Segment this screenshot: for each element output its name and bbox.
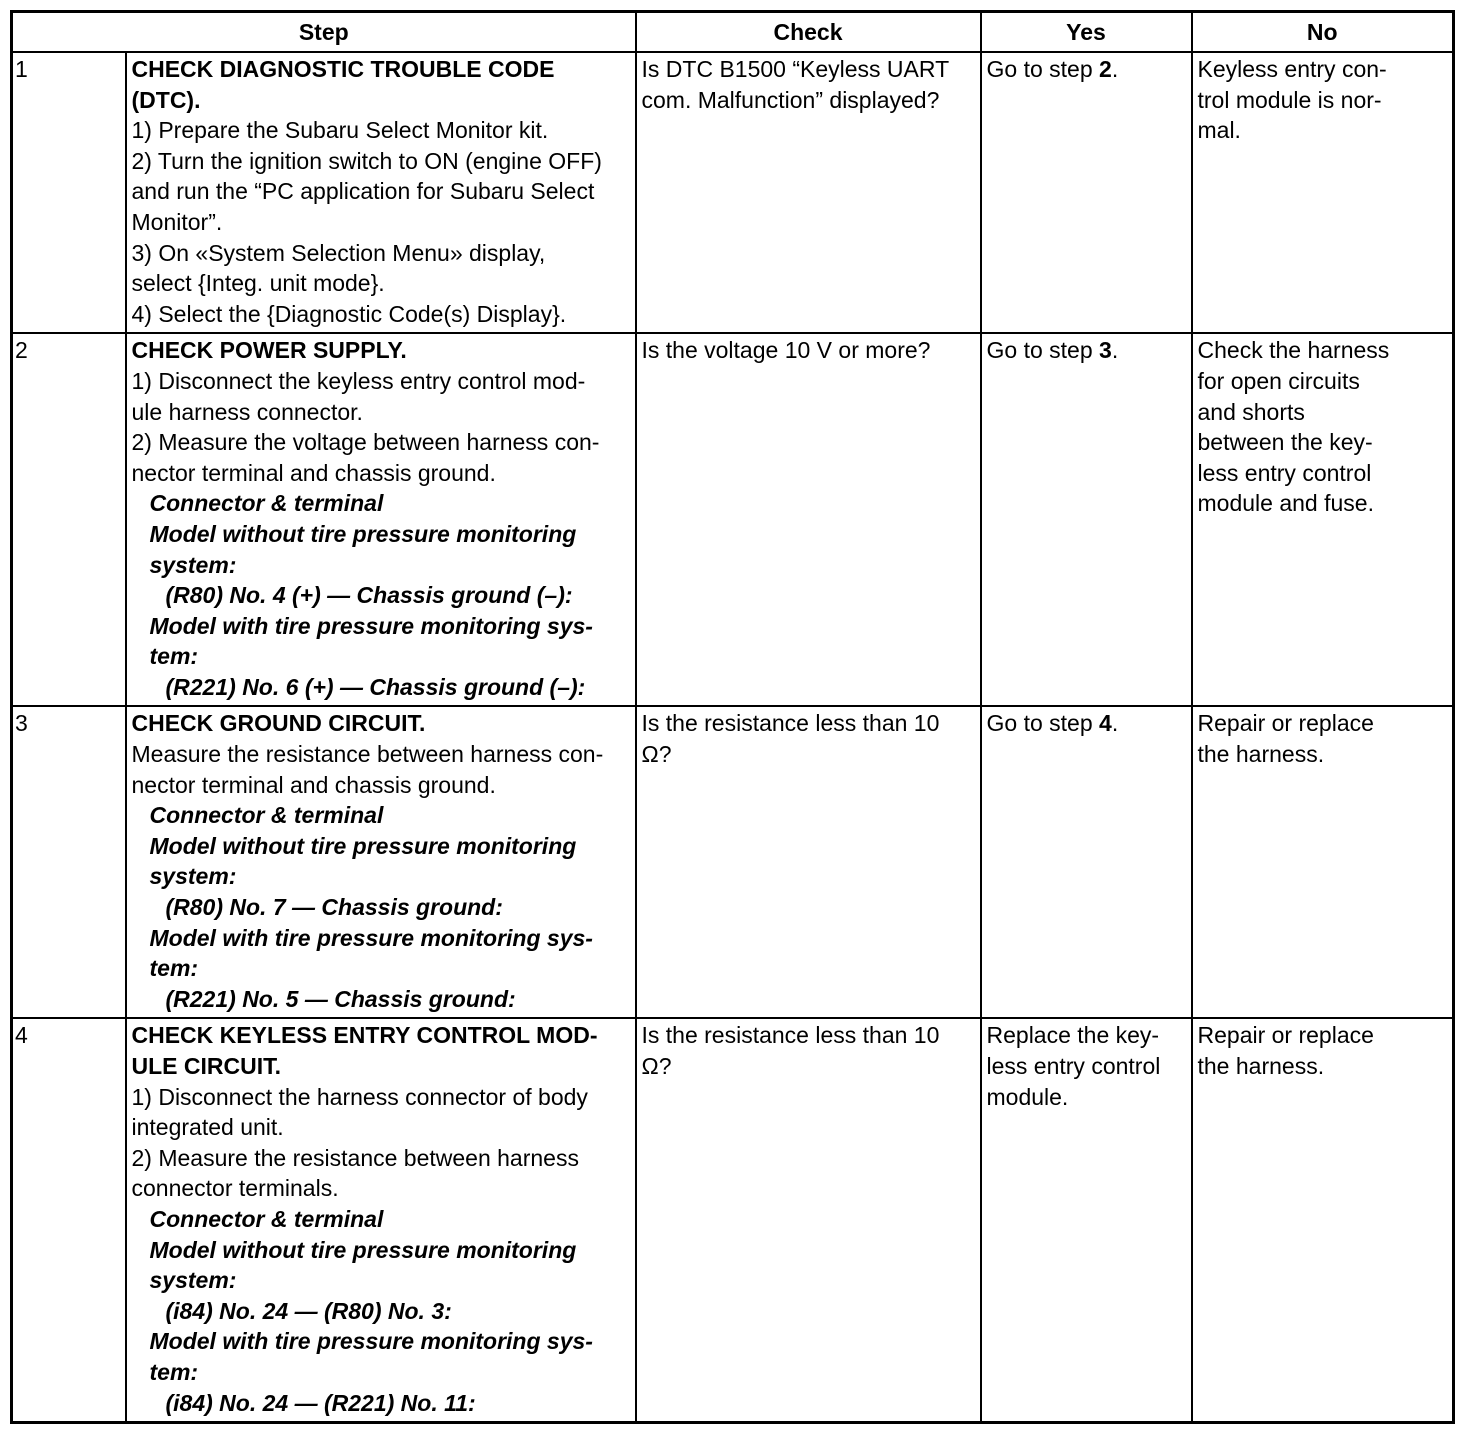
header-check: Check	[636, 12, 981, 53]
terminal-spec: (i84) No. 24 — (R80) No. 3:	[165, 1297, 452, 1324]
yes-prefix: Go to step	[986, 337, 1100, 364]
step-title-cont: (DTC).	[131, 86, 201, 113]
no-line: less entry control	[1197, 459, 1372, 486]
terminal-spec: (R221) No. 6 (+) — Chassis ground (–):	[165, 673, 586, 700]
no-line: the harness.	[1197, 741, 1325, 768]
step-line: 1) Disconnect the keyless entry control mod-	[131, 367, 586, 394]
no-cell	[1192, 333, 1454, 706]
step-line: 1) Disconnect the harness connector of body	[131, 1083, 588, 1110]
step-instructions	[126, 333, 636, 706]
terminal-spec: (R221) No. 5 — Chassis ground:	[165, 985, 516, 1012]
no-line: for open circuits	[1197, 367, 1360, 394]
model-label: Model without tire pressure monitoring	[149, 520, 577, 547]
no-line: and shorts	[1197, 398, 1305, 425]
no-line: module and fuse.	[1197, 490, 1374, 517]
step-title: CHECK POWER SUPPLY.	[131, 337, 407, 364]
diagnostic-procedure-table	[10, 10, 1455, 1424]
step-title: CHECK KEYLESS ENTRY CONTROL MOD-	[131, 1022, 598, 1049]
terminal-spec: (R80) No. 7 — Chassis ground:	[165, 894, 503, 921]
yes-step-link: 2	[1099, 56, 1112, 82]
step-line: and run the “PC application for Subaru Select	[131, 178, 595, 205]
model-label-cont: tem:	[149, 1358, 199, 1385]
model-label-cont: system:	[149, 863, 237, 890]
no-line: Keyless entry con-	[1197, 56, 1387, 82]
check-cell	[636, 1018, 981, 1422]
header-no: No	[1192, 12, 1454, 53]
step-number: 2	[12, 333, 126, 706]
step-instructions	[126, 52, 636, 333]
no-line: between the key-	[1197, 429, 1373, 456]
yes-suffix: .	[1111, 710, 1119, 737]
step-number: 1	[12, 52, 126, 333]
check-cell	[636, 706, 981, 1018]
yes-suffix: .	[1111, 337, 1119, 364]
step-line: ule harness connector.	[131, 398, 363, 425]
step-title-cont: ULE CIRCUIT.	[131, 1053, 281, 1079]
step-number: 3	[12, 706, 126, 1018]
step-number: 4	[12, 1018, 126, 1422]
step-line: nector terminal and chassis ground.	[131, 459, 496, 486]
step-line: 4) Select the {Diagnostic Code(s) Display}.	[131, 300, 567, 327]
step-title: CHECK DIAGNOSTIC TROUBLE CODE	[131, 56, 555, 82]
connector-terminal-label: Connector & terminal	[149, 490, 384, 517]
no-line: Repair or replace	[1197, 710, 1374, 737]
no-line: mal.	[1197, 117, 1241, 144]
yes-step-link: 3	[1099, 337, 1112, 364]
model-label-cont: tem:	[149, 643, 199, 670]
check-text: Is the resistance less than 10	[641, 710, 940, 737]
step-line: 2) Measure the resistance between harness	[131, 1144, 579, 1171]
header-yes: Yes	[981, 12, 1192, 53]
yes-cell	[981, 706, 1192, 1018]
check-text: Is DTC B1500 “Keyless UART	[641, 56, 950, 82]
no-line: trol module is nor-	[1197, 86, 1382, 113]
yes-cell	[981, 1018, 1192, 1422]
step-instructions	[126, 1018, 636, 1422]
terminal-spec: (i84) No. 24 — (R221) No. 11:	[165, 1389, 476, 1416]
yes-cell	[981, 52, 1192, 333]
no-line: Check the harness	[1197, 337, 1390, 364]
step-line: integrated unit.	[131, 1114, 284, 1141]
model-label: Model with tire pressure monitoring sys-	[149, 612, 593, 639]
step-line: 1) Prepare the Subaru Select Monitor kit.	[131, 117, 549, 144]
step-line: connector terminals.	[131, 1175, 339, 1202]
step-line: Measure the resistance between harness con-	[131, 741, 604, 768]
connector-terminal-label: Connector & terminal	[149, 1205, 384, 1232]
connector-terminal-label: Connector & terminal	[149, 802, 384, 829]
yes-line: Replace the key-	[986, 1022, 1160, 1049]
check-cell	[636, 333, 981, 706]
yes-cell	[981, 333, 1192, 706]
no-cell	[1192, 706, 1454, 1018]
table-row	[12, 333, 1454, 706]
yes-step-link: 4	[1099, 710, 1112, 737]
yes-line: module.	[986, 1083, 1069, 1110]
no-line: Repair or replace	[1197, 1022, 1374, 1049]
step-line: Monitor”.	[131, 208, 223, 235]
yes-line: less entry control	[986, 1053, 1161, 1079]
check-text: Is the resistance less than 10	[641, 1022, 940, 1049]
yes-prefix: Go to step	[986, 56, 1100, 82]
step-line: 3) On «System Selection Menu» display,	[131, 239, 546, 266]
step-line: select {Integ. unit mode}.	[131, 270, 385, 297]
no-cell	[1192, 1018, 1454, 1422]
model-label-cont: system:	[149, 551, 237, 578]
check-text-cont: com. Malfunction” displayed?	[641, 86, 940, 113]
table-row	[12, 52, 1454, 333]
step-line: 2) Measure the voltage between harness con-	[131, 429, 600, 456]
no-line: the harness.	[1197, 1053, 1325, 1079]
model-label: Model with tire pressure monitoring sys-	[149, 1328, 593, 1355]
check-cell	[636, 52, 981, 333]
no-cell	[1192, 52, 1454, 333]
model-label: Model without tire pressure monitoring	[149, 832, 577, 859]
yes-prefix: Go to step	[986, 710, 1100, 737]
table-row	[12, 1018, 1454, 1422]
yes-suffix: .	[1111, 56, 1119, 82]
terminal-spec: (R80) No. 4 (+) — Chassis ground (–):	[165, 582, 573, 609]
header-step: Step	[12, 12, 636, 53]
step-line: 2) Turn the ignition switch to ON (engine OFF)	[131, 147, 602, 174]
model-label: Model with tire pressure monitoring sys-	[149, 924, 593, 951]
model-label-cont: tem:	[149, 955, 199, 982]
table-row	[12, 706, 1454, 1018]
header-row	[12, 12, 1454, 53]
check-text-cont: Ω?	[641, 1053, 672, 1079]
check-text: Is the voltage 10 V or more?	[641, 337, 931, 364]
model-label-cont: system:	[149, 1267, 237, 1294]
check-text-cont: Ω?	[641, 741, 672, 768]
model-label: Model without tire pressure monitoring	[149, 1236, 577, 1263]
step-line: nector terminal and chassis ground.	[131, 771, 496, 798]
step-title: CHECK GROUND CIRCUIT.	[131, 710, 426, 737]
step-instructions	[126, 706, 636, 1018]
